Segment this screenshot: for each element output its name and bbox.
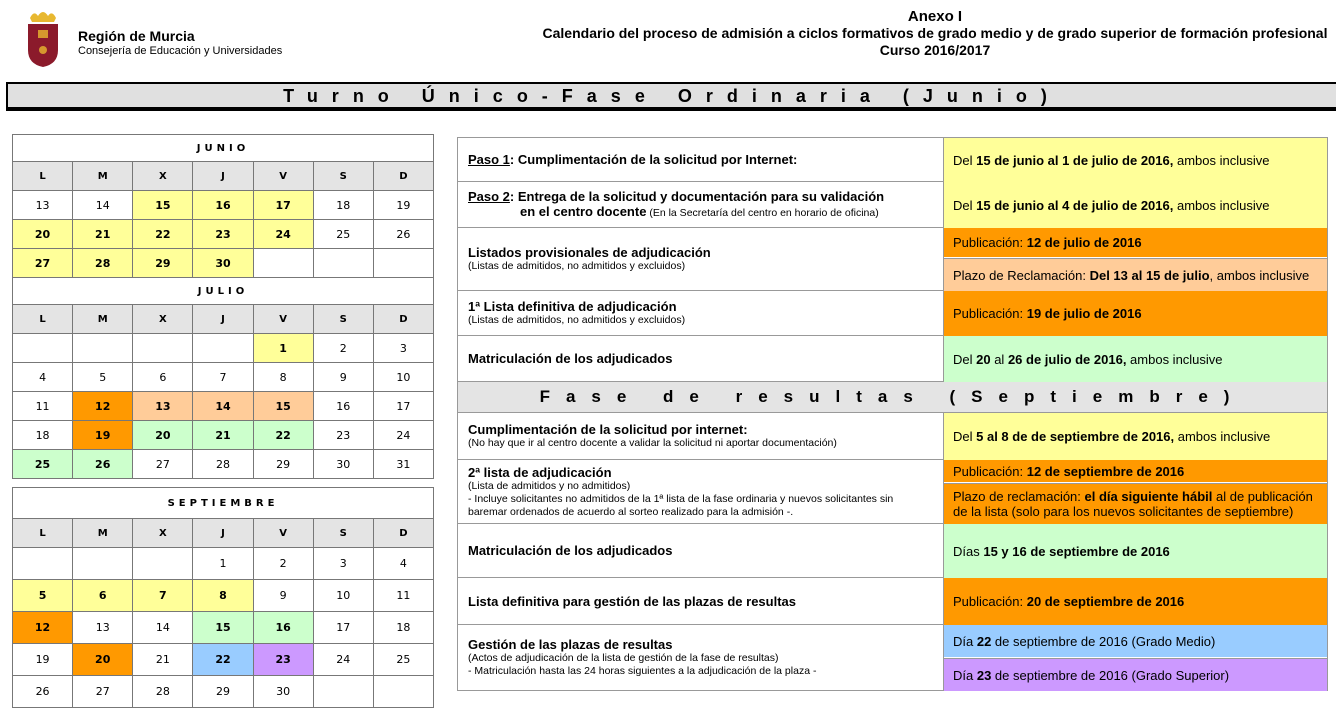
calendar-day: 20 [13,220,73,249]
date-text: Del [953,429,977,444]
calendar-day: 17 [373,392,433,421]
calendar-day: 28 [133,676,193,708]
date-text: al de publicación de la lista (solo para los nuevos solicitantes de septiembre) [953,489,1313,519]
results-phase-banner: Fase de resultas (Septiembre) [457,382,1328,413]
step-title: : Cumplimentación de la solicitud por Internet: [509,152,798,167]
calendar-day: 28 [73,249,133,278]
calendar-day: 10 [373,363,433,392]
calendar-day: 21 [73,220,133,249]
calendar-day: 4 [373,548,433,580]
step-note: (Listas de admitidos, no admitidos y excluidos) [468,314,686,326]
date-text: Del [953,153,977,168]
calendar-day: 18 [13,421,73,450]
region-murcia-coat-of-arms-logo [24,8,62,68]
calendar-day: 7 [193,363,253,392]
date-text: 15 de junio al 1 de julio de 2016, [976,153,1174,168]
calendar-week [13,580,434,612]
calendar-day: 14 [73,191,133,220]
calendar-day [133,548,193,580]
date-text: 20 [976,351,991,367]
calendar-day [373,249,433,278]
calendar-day: 23 [193,220,253,249]
date-cell [944,228,1327,257]
step-title: Lista definitiva para gestión de las plazas de resultas [468,593,797,609]
calendar-day [253,249,313,278]
date-cell [944,182,1327,228]
calendar-week [13,612,434,644]
date-cell [944,291,1327,336]
calendar-day: 13 [73,612,133,644]
calendar-day: 20 [133,421,193,450]
calendar-day: 4 [13,363,73,392]
step-title-cont: en el centro docente [520,204,647,219]
calendar-june-july [12,134,434,479]
date-text: , ambos inclusive [1209,267,1310,283]
schedule-row [457,137,1328,182]
calendar-week [13,334,434,363]
date-cell [944,413,1327,460]
weekday-header: M [73,162,133,191]
calendar-day: 7 [133,580,193,612]
step-description [458,336,944,381]
weekday-header: L [13,162,73,191]
calendar-day: 19 [73,421,133,450]
calendar-day: 12 [73,392,133,421]
calendar-day: 18 [313,191,373,220]
calendar-day: 22 [133,220,193,249]
calendar-day [13,334,73,363]
calendar-day: 1 [253,334,313,363]
date-text: Publicación: [953,463,1027,479]
weekday-header: J [193,305,253,334]
date-text: 19 de julio de 2016 [1026,306,1142,321]
schedule-row [457,524,1328,578]
calendar-day: 29 [193,676,253,708]
step-title: : Entrega de la solicitud y documentación para su validación [509,189,885,204]
calendar-day [13,548,73,580]
calendar-day: 13 [13,191,73,220]
calendar-day: 9 [253,580,313,612]
schedule-row [457,413,1328,460]
calendar-day: 31 [373,450,433,479]
date-cell [944,578,1327,625]
step-description [458,524,944,577]
step-title: Matriculación de los adjudicados [468,351,673,366]
calendar-day: 22 [193,644,253,676]
calendar-day: 13 [133,392,193,421]
calendar-day: 15 [253,392,313,421]
calendar-day: 8 [193,580,253,612]
step-title: Listados provisionales de adjudicación [468,245,711,260]
schedule-row [457,625,1328,691]
weekday-header: D [373,519,433,548]
calendar-day: 25 [13,450,73,479]
step-note: (Listas de admitidos, no admitidos y excluidos) [468,260,686,272]
calendar-day: 29 [253,450,313,479]
calendar-day: 28 [193,450,253,479]
calendar-day: 3 [313,548,373,580]
date-text: 5 al 8 de de septiembre de 2016, [976,429,1175,444]
calendar-day [133,334,193,363]
calendar-day: 16 [253,612,313,644]
step-description [458,460,944,523]
calendar-week [13,220,434,249]
calendar-day: 27 [13,249,73,278]
calendar-day: 15 [133,191,193,220]
schedule-row [457,336,1328,382]
step-description [458,138,944,181]
step-note: - Incluye solicitantes no admitidos de la 1ª lista de la fase ordinaria y nuevos solicitantes sin baremar ordenados de acuerdo al sorteo realizado para la admisión -. [468,492,894,518]
weekday-header: J [193,519,253,548]
date-text: Publicación: [953,594,1027,609]
weekday-header: V [253,162,313,191]
step-description [458,182,944,227]
weekday-header: V [253,305,313,334]
schedule-row [457,291,1328,336]
month-title: SEPTIEMBRE [13,488,434,519]
calendar-day: 30 [313,450,373,479]
calendar-day [313,249,373,278]
calendar-day: 22 [253,421,313,450]
step-description [458,291,944,335]
date-text: 15 de junio al 4 de julio de 2016, [976,197,1174,213]
calendar-week [13,676,434,708]
calendar-day: 2 [253,548,313,580]
calendar-day: 26 [13,676,73,708]
calendar-day: 23 [253,644,313,676]
step-title: 1ª Lista definitiva de adjudicación [468,299,677,314]
date-text: 22 [976,633,992,649]
calendar-day: 6 [133,363,193,392]
date-text: Del [953,351,977,367]
calendar-day: 26 [73,450,133,479]
date-cell [944,336,1327,382]
date-text: de septiembre de 2016 (Grado Superior) [991,667,1230,683]
calendar-day [193,334,253,363]
date-text: el día siguiente hábil [1084,489,1213,504]
date-text: ambos inclusive [1173,153,1270,168]
calendar-day: 24 [373,421,433,450]
calendar-day: 6 [73,580,133,612]
weekday-header: X [133,519,193,548]
date-text: 20 de septiembre de 2016 [1026,594,1185,609]
step-note: (En la Secretaría del centro en horario de oficina) [646,207,879,219]
calendar-day: 2 [313,334,373,363]
date-text: Día [953,633,977,649]
calendar-day: 24 [313,644,373,676]
calendar-day [313,676,373,708]
calendar-week [13,644,434,676]
calendar-september [12,487,434,708]
date-text: Día [953,667,977,683]
weekday-header: V [253,519,313,548]
calendar-day: 30 [193,249,253,278]
calendar-day: 9 [313,363,373,392]
calendar-day [73,334,133,363]
weekday-header: D [373,162,433,191]
calendar-day: 17 [313,612,373,644]
date-text: 26 de julio de 2016, [1007,351,1127,367]
organization-name: Región de Murcia [78,28,195,44]
calendar-day: 10 [313,580,373,612]
date-text: Publicación: [953,235,1027,250]
department-name: Consejería de Educación y Universidades [78,45,283,57]
step-note: - Matriculación hasta las 24 horas siguientes a la adjudicación de la plaza - [468,665,817,677]
calendar-day: 11 [373,580,433,612]
weekday-header: L [13,519,73,548]
calendar-day: 17 [253,191,313,220]
calendar-day: 21 [193,421,253,450]
weekday-header: S [313,162,373,191]
calendar-day: 19 [13,644,73,676]
step-number: Paso 2 [468,189,510,204]
date-cell [944,483,1327,524]
calendar-week [13,249,434,278]
calendar-day: 26 [373,220,433,249]
date-text: 15 y 16 de septiembre de 2016 [983,543,1170,559]
date-text: ambos inclusive [1126,351,1223,367]
date-cell [944,258,1327,291]
step-title: Gestión de las plazas de resultas [468,637,673,652]
document-title: Calendario del proceso de admisión a ciclos formativos de grado medio y de grado superior de formación profesional [542,25,1328,41]
step-note: (Actos de adjudicación de la lista de gestión de la fase de resultas) [468,652,779,664]
calendar-week [13,392,434,421]
date-text: Plazo de reclamación: [953,489,1085,504]
calendar-day: 23 [313,421,373,450]
calendar-day: 12 [13,612,73,644]
weekday-header: X [133,162,193,191]
step-description [458,578,944,624]
month-title: JUNIO [13,135,434,162]
calendar-day: 20 [73,644,133,676]
calendar-day [73,548,133,580]
month-title: JULIO [13,278,434,305]
course-label: Curso 2016/2017 [879,42,991,58]
calendar-day: 5 [13,580,73,612]
calendar-day: 1 [193,548,253,580]
step-description [458,625,944,690]
schedule-row [457,460,1328,524]
calendar-day [373,676,433,708]
annex-label: Anexo I [907,8,963,25]
step-note: (No hay que ir al centro docente a validar la solicitud ni aportar documentación) [468,437,837,449]
weekday-header: J [193,162,253,191]
date-text: Publicación: [953,306,1027,321]
date-text: al [990,351,1008,367]
calendar-week [13,548,434,580]
calendar-day: 16 [193,191,253,220]
weekday-header: M [73,519,133,548]
schedule-row [457,182,1328,228]
date-cell [944,524,1327,578]
calendar-day: 19 [373,191,433,220]
date-text: ambos inclusive [1173,197,1270,213]
step-number: Paso 1 [468,152,510,167]
weekday-header: X [133,305,193,334]
weekday-header: D [373,305,433,334]
schedule-row [457,228,1328,291]
date-cell [944,460,1327,482]
calendar-week [13,421,434,450]
weekday-header: S [313,305,373,334]
date-text: de septiembre de 2016 (Grado Medio) [991,633,1216,649]
date-cell [944,138,1327,183]
phase-banner: Turno Único-Fase Ordinaria (Junio) [6,82,1336,109]
calendar-day: 11 [13,392,73,421]
step-title: 2ª lista de adjudicación [468,464,612,480]
weekday-header: S [313,519,373,548]
step-description [458,413,944,459]
calendar-week [13,363,434,392]
calendar-day: 25 [373,644,433,676]
schedule-row [457,578,1328,625]
calendar-day: 29 [133,249,193,278]
calendar-day: 27 [133,450,193,479]
date-cell [944,658,1327,691]
calendar-week [13,450,434,479]
calendar-day: 14 [193,392,253,421]
step-title: Matriculación de los adjudicados [468,543,673,558]
calendar-day: 21 [133,644,193,676]
date-text: Del [953,197,977,213]
weekday-header: M [73,305,133,334]
calendar-day: 25 [313,220,373,249]
weekday-header: L [13,305,73,334]
document-header [420,8,1336,59]
date-text: 12 de julio de 2016 [1026,235,1142,250]
date-text: Plazo de Reclamación: [953,267,1090,283]
calendar-day: 8 [253,363,313,392]
date-text: 12 de septiembre de 2016 [1026,463,1185,479]
calendar-day: 27 [73,676,133,708]
calendar-day: 15 [193,612,253,644]
calendar-day: 24 [253,220,313,249]
calendar-week [13,191,434,220]
date-text: Del 13 al 15 de julio [1089,267,1210,283]
step-note: (Lista de admitidos y no admitidos) [468,479,631,492]
step-description [458,228,944,290]
date-text: 23 [976,667,992,683]
date-cell [944,625,1327,657]
date-text: Días [953,543,984,559]
calendar-day: 5 [73,363,133,392]
step-title: Cumplimentación de la solicitud por internet: [468,422,748,437]
calendar-day: 16 [313,392,373,421]
calendar-day: 3 [373,334,433,363]
calendar-day: 18 [373,612,433,644]
calendar-day: 14 [133,612,193,644]
date-text: ambos inclusive [1174,429,1271,444]
calendar-day: 30 [253,676,313,708]
